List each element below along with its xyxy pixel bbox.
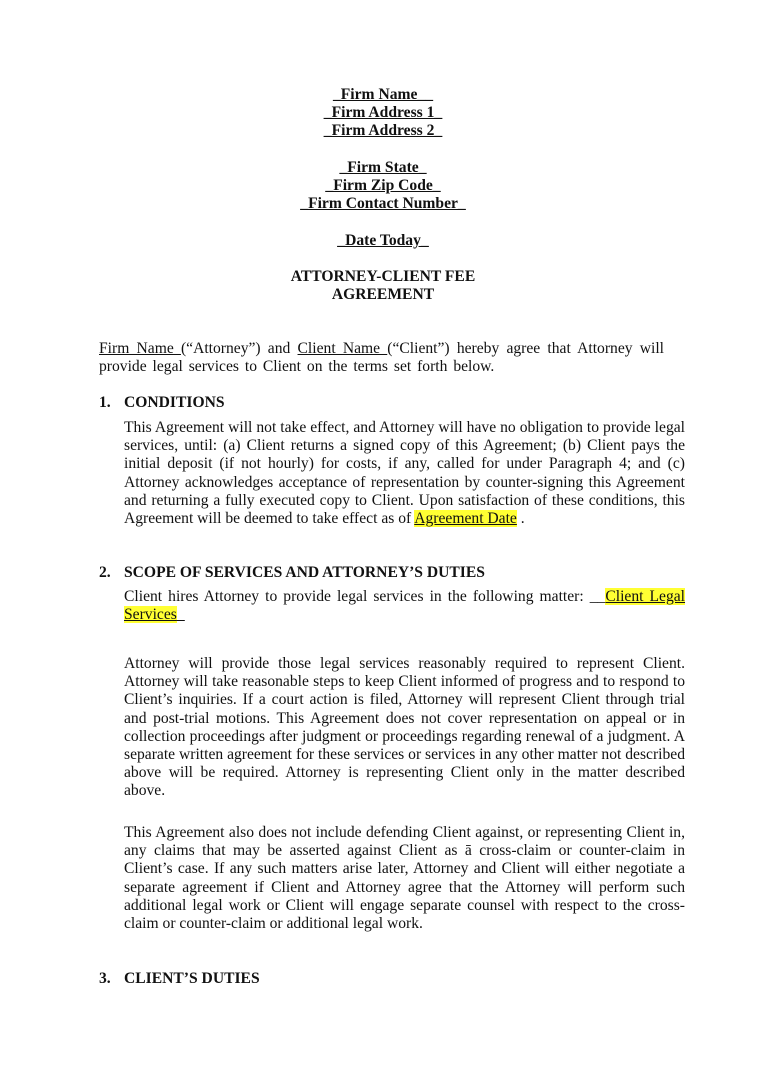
document-title-line-1: ATTORNEY-CLIENT FEE — [290, 268, 476, 285]
section-1-number: 1. — [99, 394, 111, 411]
attorney-label: (“Attorney”) and — [180, 340, 298, 357]
date-today-field: _Date Today_ — [337, 232, 429, 249]
section-1-text: This Agreement will not take effect, and Attorney will have no obligation to provide legal services, until: (a) Client returns a signed copy of this Agreement; (b) Client pays the initial deposit (if not hourly) for costs, if any, called for under Paragraph 4; and (c) Attorney acknowledges acceptance of representation by counter-signing this Agreement and returning a fully executed copy to Client. Upon satisfaction of these conditions, this Agreement will be deemed to take effect as of — [124, 419, 685, 528]
firm-state-field: _Firm State_ — [339, 159, 427, 176]
section-1-body — [124, 419, 685, 528]
firm-address-1-field: _Firm Address 1_ — [323, 104, 443, 121]
section-2-lead: Client hires Attorney to provide legal services in the following matter: __ — [124, 588, 606, 605]
firm-contact-field: _Firm Contact Number_ — [300, 195, 466, 212]
intro-paragraph — [99, 340, 664, 376]
section-1-title: CONDITIONS — [124, 394, 225, 411]
section-2-paragraph-2: Attorney will provide those legal services reasonably required to represent Client. Attorney will take reasonable steps to keep Client informed of progress and to respond to Client’s inquiries. If a court action is filed, Attorney will represent Client through trial and post-trial motions. This Agreement does not cover representation on appeal or in collection proceedings after judgment or proceedings regarding renewal of a judgment. A separate written agreement for these services or services in any other matter not described above will be required. Attorney is representing Client only in the matter described above. — [124, 655, 685, 800]
document-title-line-2: AGREEMENT — [331, 286, 435, 303]
agreement-date-trail: . — [516, 510, 525, 528]
firm-name-blank: Firm Name — [99, 340, 181, 357]
section-2-paragraph-3: This Agreement also does not include defending Client against, or representing Client in, any claims that may be asserted against Client as ā cross-claim or counter-claim in Client’s case. If any such matters arise later, Attorney and Client will either negotiate a separate agreement if Client and Attorney agree that the Attorney will perform such additional legal work or Client will engage separate counsel with respect to the cross-claim or counter-claim or additional legal work. — [124, 824, 685, 933]
firm-zip-field: _Firm Zip Code_ — [325, 177, 441, 194]
client-legal-services-trail: _ — [176, 606, 185, 624]
firm-address-2-field: _Firm Address 2_ — [323, 122, 443, 139]
client-name-blank: Client Name — [297, 340, 388, 357]
agreement-date-field: Agreement Date — [414, 510, 517, 528]
firm-name-field: _Firm Name__ — [332, 86, 434, 103]
section-2-number: 2. — [99, 564, 111, 581]
section-2-title: SCOPE OF SERVICES AND ATTORNEY’S DUTIES — [124, 564, 485, 581]
section-2-lead-paragraph — [124, 588, 685, 624]
section-3-number: 3. — [99, 970, 111, 987]
section-3-title: CLIENT’S DUTIES — [124, 970, 260, 987]
client-legal-services-field: Client Legal Services — [124, 588, 686, 624]
client-label: (“Client”) hereby agree that Attorney will provide legal services to Client on the terms set forth below. — [99, 340, 664, 376]
